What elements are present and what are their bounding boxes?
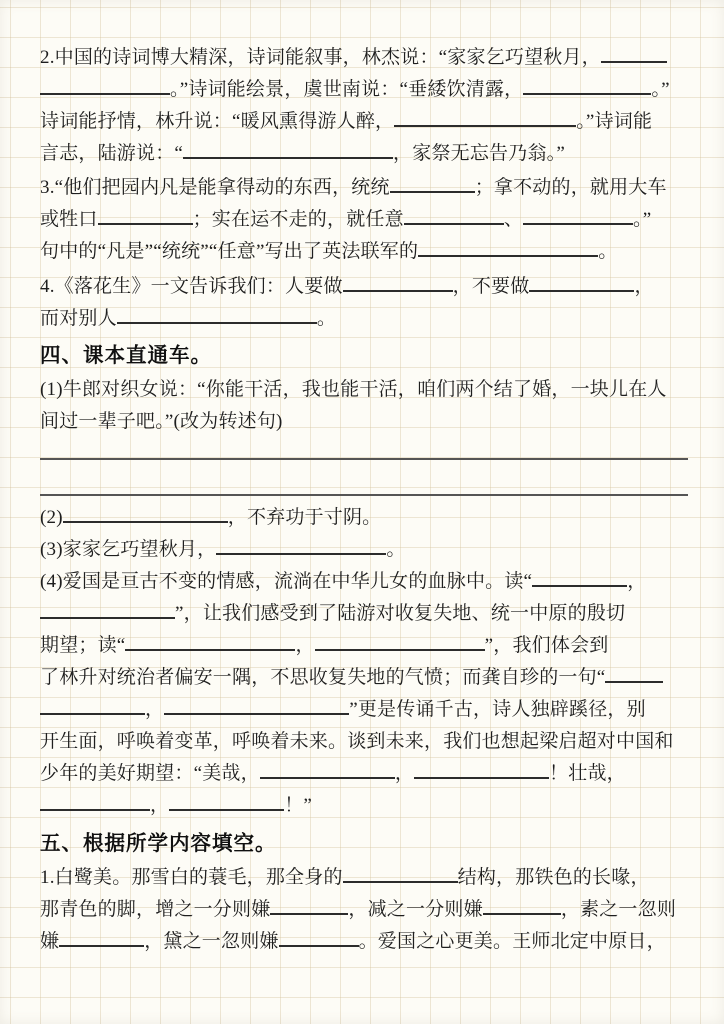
text-segment: 。 [316,308,337,329]
fill-in-blank [414,762,549,779]
text-segment: ， [145,699,165,720]
text-line [40,236,688,268]
text-line [40,303,688,335]
text-segment: ；拿不动的，就用大车 [474,177,667,198]
item-4-1 [40,374,688,438]
text-segment: ， [634,276,654,297]
text-line [40,630,688,662]
item-4-4 [40,566,688,822]
text-segment: 少年的美好期望：“美哉， [40,763,260,784]
text-line [40,758,688,790]
fill-in-blank [59,930,144,947]
fill-in-blank [418,240,598,257]
fill-in-blank [183,142,393,159]
text-line [40,502,688,534]
text-line [40,726,688,758]
text-segment: (4)爱国是亘古不变的情感，流淌在中华儿女的血脉中。读“ [40,571,533,592]
fill-in-blank [169,794,284,811]
text-segment: 言志，陆游说：“ [40,143,184,164]
text-line [40,926,688,958]
text-segment: ，素之一忽则 [560,899,677,920]
fill-in-blank [98,208,193,225]
question-4 [40,271,688,335]
text-segment: 那青色的脚，增之一分则嫌 [40,899,271,920]
fill-in-blank [523,208,633,225]
text-segment: 。 [598,241,618,262]
text-segment: 。 [386,539,406,560]
fill-in-blank [315,634,485,651]
fill-in-blank [270,898,348,915]
text-line [40,662,688,694]
text-line [40,106,688,138]
text-segment: ！” [284,795,313,816]
text-segment: ， [295,635,315,656]
fill-in-blank [394,110,576,127]
text-segment: 2.中国的诗词博大精深，诗词能叙事，林杰说：“家家乞巧望秋月， [40,47,601,68]
text-segment: ，黛之一忽则嫌 [144,931,279,952]
fill-in-blank [343,275,453,292]
fill-in-blank [279,930,359,947]
text-segment: 嫌 [40,931,60,952]
fill-in-blank [216,538,386,555]
fill-in-blank [390,176,475,193]
text-line [40,204,688,236]
text-segment: 或牲口 [40,209,98,230]
text-line [40,406,688,438]
text-segment: ”更是传诵千古，诗人独辟蹊径，别 [349,699,646,720]
text-segment: 结构，那铁色的长喙， [457,867,650,888]
text-segment: 。爱国之心更美。王师北定中原日， [358,931,666,952]
fill-in-blank [343,866,458,883]
text-segment: ，减之一分则嫌 [348,899,483,920]
text-segment: ”，我们体会到 [484,635,609,656]
text-segment: ；实在运不走的，就任意 [192,209,404,230]
text-segment: 间过一辈子吧。”(改为转述句) [40,411,283,432]
text-segment: ，不要做 [452,276,530,297]
fill-in-blank [529,275,634,292]
text-segment: 句中的“凡是”“统统”“任意”写出了英法联军的 [40,241,419,262]
text-segment: 。” [651,79,670,100]
text-line [40,566,688,598]
text-line [40,138,688,170]
question-3 [40,172,688,268]
text-segment: 诗词能抒情，林升说：“暖风熏得游人醉， [40,111,395,132]
fill-in-blank [40,698,145,715]
text-segment: 而对别人 [40,308,117,329]
fill-in-blank [532,570,627,587]
item-4-2 [40,502,688,534]
text-segment: ”，让我们感受到了陆游对收复失地、统一中原的殷切 [175,603,626,624]
fill-in-blank [40,602,175,619]
text-segment: 开生面，呼唤着变革，呼唤着未来。谈到未来，我们也想起梁启超对中国和 [40,731,674,752]
worksheet-content [40,42,688,958]
fill-in-blank [125,634,295,651]
text-line [40,862,688,894]
text-line [40,534,688,566]
text-line [40,790,688,822]
text-segment: 、 [503,209,524,230]
text-segment: (3)家家乞巧望秋月， [40,539,217,560]
text-segment: 了林升对统治者偏安一隅，不思收复失地的气愤；而龚自珍的一句“ [40,667,606,688]
section-4-heading: 四、课本直通车。 [40,344,212,367]
text-segment: ，家祭无忘告乃翁。” [393,143,565,164]
text-segment: ，不弃功于寸阴。 [227,507,382,528]
fill-in-blank [404,208,504,225]
question-5-1 [40,862,688,958]
text-segment: 期望；读“ [40,635,126,656]
fill-in-blank [164,698,349,715]
answer-line-2 [40,494,688,496]
fill-in-blank [63,506,228,523]
text-segment: ！壮哉， [549,763,626,784]
fill-in-blank [483,898,561,915]
text-line [40,74,688,106]
text-segment: 4.《落花生》一文告诉我们：人要做 [40,276,343,297]
text-segment: (1)牛郎对织女说：“你能干活，我也能干活，咱们两个结了婚，一块儿在人 [40,379,667,400]
question-2 [40,42,688,170]
text-segment: 。”诗词能 [576,111,653,132]
text-segment: 。”诗词能绘景，虞世南说：“垂緌饮清露， [170,79,524,100]
fill-in-blank [523,78,651,95]
text-line [40,694,688,726]
section-5-heading: 五、根据所学内容填空。 [40,832,277,855]
text-segment: 3.“他们把园内凡是能拿得动的东西，统统 [40,177,390,198]
text-segment: ， [627,571,647,592]
text-line [40,271,688,303]
fill-in-blank [117,307,317,324]
text-segment: (2) [40,507,63,528]
fill-in-blank [40,78,170,95]
answer-line-1 [40,458,688,460]
text-segment: ， [394,763,415,784]
fill-in-blank [40,794,150,811]
item-4-3 [40,534,688,566]
text-segment: 1.白鹭美。那雪白的蓑毛，那全身的 [40,867,343,888]
text-line [40,894,688,926]
text-segment: 。” [633,209,652,230]
fill-in-blank [605,666,663,683]
text-line [40,598,688,630]
text-segment: ， [150,795,170,816]
fill-in-blank [601,46,667,63]
text-line [40,374,688,406]
text-line [40,42,688,74]
fill-in-blank [260,762,395,779]
text-line [40,172,688,204]
